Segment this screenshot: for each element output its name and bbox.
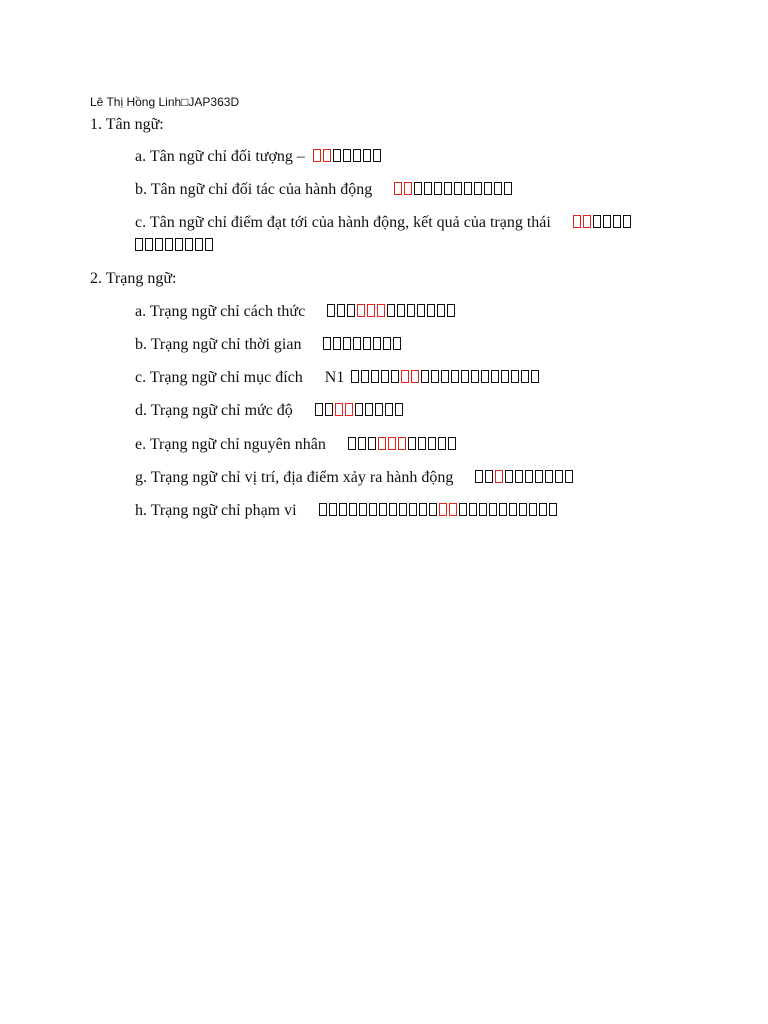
item-label: g. Trạng ngữ chỉ vị trí, địa điểm xảy ra hành động xyxy=(135,469,454,486)
glyph-box xyxy=(339,503,347,516)
glyph-box xyxy=(363,337,371,350)
glyph-box xyxy=(315,403,323,416)
glyph-box xyxy=(195,238,203,251)
glyph-box xyxy=(613,215,621,228)
glyph-box xyxy=(525,470,533,483)
highlighted-glyph-box xyxy=(583,215,591,228)
glyph-box xyxy=(395,403,403,416)
glyph-box xyxy=(603,215,611,228)
glyph-box xyxy=(351,370,359,383)
glyph-box xyxy=(539,503,547,516)
glyph-box xyxy=(471,370,479,383)
glyph-box xyxy=(373,337,381,350)
glyph-box xyxy=(424,182,432,195)
glyph-box xyxy=(348,437,356,450)
glyph-box xyxy=(381,370,389,383)
glyph-box xyxy=(438,437,446,450)
glyph-box xyxy=(155,238,163,251)
glyph-box xyxy=(399,503,407,516)
highlighted-glyph-box xyxy=(573,215,581,228)
glyph-box xyxy=(175,238,183,251)
glyph-box xyxy=(387,304,395,317)
glyph-box xyxy=(185,238,193,251)
highlighted-glyph-box xyxy=(378,437,386,450)
highlighted-glyph-box xyxy=(401,370,409,383)
glyph-box xyxy=(545,470,553,483)
section-2-title: 2. Trạng ngữ: xyxy=(90,270,177,287)
glyph-box xyxy=(469,503,477,516)
glyph-box xyxy=(555,470,563,483)
glyph-box xyxy=(361,370,369,383)
glyph-box xyxy=(437,304,445,317)
glyph-box xyxy=(511,370,519,383)
glyph-box xyxy=(494,182,502,195)
glyph-box xyxy=(414,182,422,195)
item-label: c. Trạng ngữ chỉ mục đích xyxy=(135,369,303,386)
glyph-box xyxy=(515,470,523,483)
glyph-box xyxy=(383,337,391,350)
glyph-box xyxy=(501,370,509,383)
glyph-box xyxy=(484,182,492,195)
item-prefix: N1 xyxy=(324,369,345,386)
glyph-box xyxy=(391,370,399,383)
japanese-glyphs xyxy=(573,214,633,227)
glyph-box xyxy=(375,403,383,416)
highlighted-glyph-box xyxy=(335,403,343,416)
glyph-box xyxy=(535,470,543,483)
section-2-item-c xyxy=(135,368,541,388)
glyph-box xyxy=(407,304,415,317)
glyph-box xyxy=(347,304,355,317)
glyph-box xyxy=(369,503,377,516)
item-label: d. Trạng ngữ chỉ mức độ xyxy=(135,402,293,419)
highlighted-glyph-box xyxy=(394,182,402,195)
glyph-box xyxy=(419,503,427,516)
glyph-box xyxy=(474,182,482,195)
section-2-item-g xyxy=(135,468,575,488)
japanese-glyphs xyxy=(394,181,514,194)
highlighted-glyph-box xyxy=(367,304,375,317)
section-1-item-a xyxy=(135,147,383,167)
item-label: h. Trạng ngữ chỉ phạm vi xyxy=(135,502,297,519)
japanese-glyphs xyxy=(313,148,383,161)
glyph-box xyxy=(623,215,631,228)
item-label: a. Tân ngữ chỉ đối tượng – xyxy=(135,148,305,165)
highlighted-glyph-box xyxy=(398,437,406,450)
highlighted-glyph-box xyxy=(495,470,503,483)
glyph-box xyxy=(323,337,331,350)
glyph-box xyxy=(205,238,213,251)
glyph-box xyxy=(397,304,405,317)
glyph-box xyxy=(409,503,417,516)
glyph-box xyxy=(363,149,371,162)
highlighted-glyph-box xyxy=(323,149,331,162)
glyph-box xyxy=(165,238,173,251)
glyph-box xyxy=(353,149,361,162)
glyph-box xyxy=(355,403,363,416)
item-label: b. Tân ngữ chỉ đối tác của hành động xyxy=(135,181,373,198)
glyph-box xyxy=(393,337,401,350)
glyph-box xyxy=(368,437,376,450)
glyph-box xyxy=(417,304,425,317)
glyph-box xyxy=(593,215,601,228)
glyph-box xyxy=(337,304,345,317)
glyph-box xyxy=(135,238,143,251)
document-header: Lê Thị Hồng Linh□JAP363D xyxy=(90,95,240,109)
highlighted-glyph-box xyxy=(313,149,321,162)
glyph-box xyxy=(431,370,439,383)
glyph-box xyxy=(451,370,459,383)
glyph-box xyxy=(529,503,537,516)
glyph-box xyxy=(427,304,435,317)
japanese-glyphs xyxy=(323,336,403,349)
glyph-box xyxy=(441,370,449,383)
glyph-box xyxy=(145,238,153,251)
highlighted-glyph-box xyxy=(404,182,412,195)
highlighted-glyph-box xyxy=(357,304,365,317)
glyph-box xyxy=(358,437,366,450)
japanese-glyphs xyxy=(327,303,457,316)
glyph-box xyxy=(389,503,397,516)
glyph-box xyxy=(434,182,442,195)
glyph-box xyxy=(418,437,426,450)
glyph-box xyxy=(329,503,337,516)
glyph-box xyxy=(428,437,436,450)
item-label: e. Trạng ngữ chỉ nguyên nhân xyxy=(135,436,326,453)
glyph-box xyxy=(519,503,527,516)
japanese-glyphs xyxy=(475,469,575,482)
section-2-item-h xyxy=(135,501,559,521)
section-1-item-c-continuation xyxy=(135,236,215,256)
japanese-glyphs xyxy=(319,502,559,515)
glyph-box xyxy=(371,370,379,383)
japanese-glyphs xyxy=(351,369,541,382)
glyph-box xyxy=(454,182,462,195)
glyph-box xyxy=(325,403,333,416)
glyph-box xyxy=(531,370,539,383)
section-2-item-b xyxy=(135,335,403,355)
glyph-box xyxy=(504,182,512,195)
glyph-box xyxy=(461,370,469,383)
japanese-glyphs xyxy=(135,237,215,250)
highlighted-glyph-box xyxy=(439,503,447,516)
section-2-item-a xyxy=(135,302,457,322)
section-1-item-b xyxy=(135,180,514,200)
glyph-box xyxy=(521,370,529,383)
glyph-box xyxy=(479,503,487,516)
glyph-box xyxy=(509,503,517,516)
glyph-box xyxy=(485,470,493,483)
glyph-box xyxy=(365,403,373,416)
glyph-box xyxy=(429,503,437,516)
glyph-box xyxy=(481,370,489,383)
glyph-box xyxy=(448,437,456,450)
glyph-box xyxy=(421,370,429,383)
glyph-box xyxy=(505,470,513,483)
glyph-box xyxy=(459,503,467,516)
section-1-title: 1. Tân ngữ: xyxy=(90,116,164,133)
glyph-box xyxy=(353,337,361,350)
glyph-box xyxy=(549,503,557,516)
glyph-box xyxy=(447,304,455,317)
glyph-box xyxy=(319,503,327,516)
glyph-box xyxy=(565,470,573,483)
highlighted-glyph-box xyxy=(449,503,457,516)
glyph-box xyxy=(327,304,335,317)
glyph-box xyxy=(333,337,341,350)
glyph-box xyxy=(499,503,507,516)
glyph-box xyxy=(333,149,341,162)
glyph-box xyxy=(489,503,497,516)
glyph-box xyxy=(408,437,416,450)
highlighted-glyph-box xyxy=(345,403,353,416)
glyph-box xyxy=(444,182,452,195)
highlighted-glyph-box xyxy=(411,370,419,383)
item-label: b. Trạng ngữ chỉ thời gian xyxy=(135,336,302,353)
glyph-box xyxy=(373,149,381,162)
glyph-box xyxy=(379,503,387,516)
section-2-item-e xyxy=(135,435,458,455)
glyph-box xyxy=(343,149,351,162)
glyph-box xyxy=(359,503,367,516)
item-label: a. Trạng ngữ chỉ cách thức xyxy=(135,303,306,320)
item-label: c. Tân ngữ chỉ điểm đạt tới của hành động, kết quả của trạng thái xyxy=(135,214,551,231)
japanese-glyphs xyxy=(315,402,405,415)
highlighted-glyph-box xyxy=(388,437,396,450)
glyph-box xyxy=(385,403,393,416)
section-1-item-c xyxy=(135,213,633,233)
section-2-item-d xyxy=(135,401,405,421)
glyph-box xyxy=(464,182,472,195)
japanese-glyphs xyxy=(348,436,458,449)
glyph-box xyxy=(491,370,499,383)
glyph-box xyxy=(475,470,483,483)
highlighted-glyph-box xyxy=(377,304,385,317)
glyph-box xyxy=(349,503,357,516)
glyph-box xyxy=(343,337,351,350)
